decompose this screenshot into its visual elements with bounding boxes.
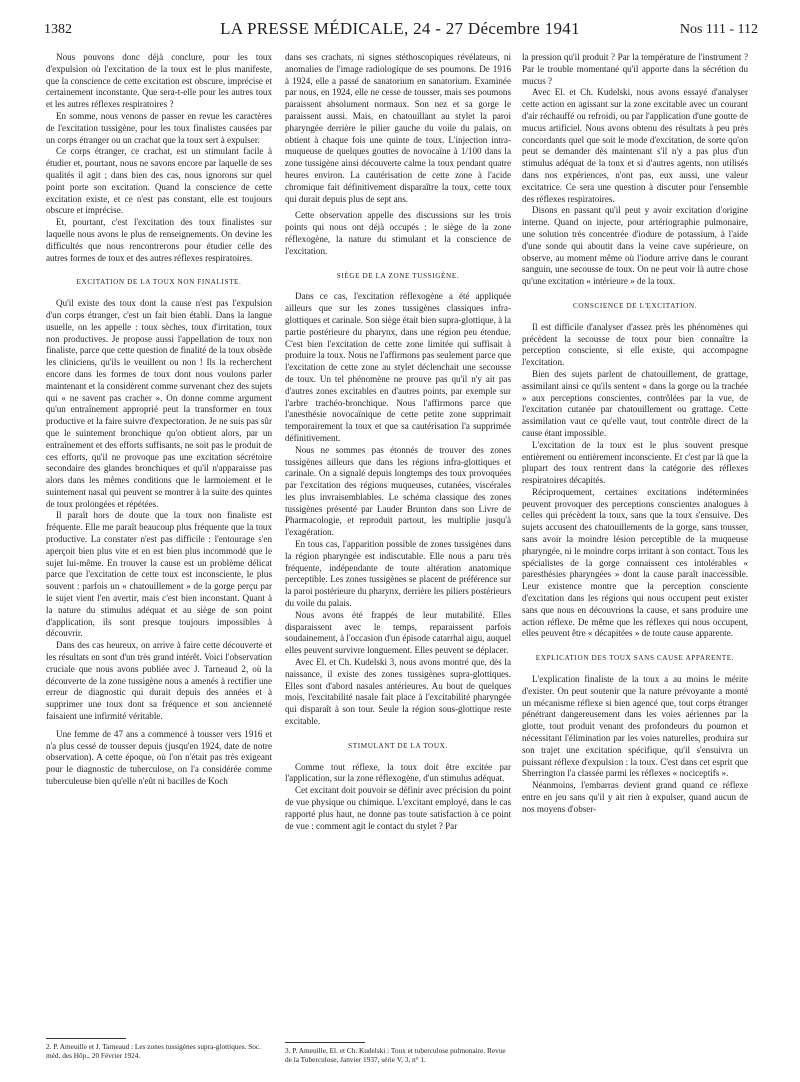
- paragraph: Et, pourtant, c'est l'excitation des toux finalistes sur laquelle nous avons le plus de renseignements. On devine les difficultés que nous rencontrerons pour étudier celle des autres formes de toux et des autres réflexes respiratoires.: [46, 217, 272, 263]
- paragraph: L'explication finaliste de la toux a au moins le mérite d'exister. On peut soutenir que la nature prévoyante a monté un mécanisme réflexe si bien agencé que, tout corps étranger pénétrant dangereusement dans les voies aériennes par la glotte, tout produit venant des profondeurs du poumon et nécessitant l'élimination par les voies naturelles, produira sur son trajet une excitation spécifique, qu'il s'ensuivra un puissant réflexe d'expulsion : la toux. C'est dans cet esprit que Sherrington l'a classée parmi les réflexes « nociceptifs ».: [522, 674, 748, 779]
- footnote-3: [285, 1042, 511, 1064]
- paragraph: Comme tout réflexe, la toux doit être excitée par l'application, sur la zone réflexogène, d'un stimulus adéquat.: [285, 761, 511, 784]
- paragraph: En somme, nous venons de passer en revue les caractères de l'excitation tussigène, pour les toux finalistes causées par un corps étranger ou un crachat que la toux sert à expulser.: [46, 110, 272, 145]
- section-heading: STIMULANT DE LA TOUX.: [348, 741, 448, 750]
- paragraph: L'excitation de la toux est le plus souvent presque entièrement ou entièrement inconsciente. Et c'est par là que la plupart des toux rentrent dans la catégorie des réflexes respiratoires décapités.: [522, 439, 748, 486]
- footnote-1: [46, 1038, 272, 1060]
- paragraph: Nous avons été frappés de leur mutabilité. Elles disparaissent avec le temps, reparaissent parfois soudainement, à l'occasion d'un épisode catarrhal aigu, auquel elles peuvent survivre longuement. Elles peuvent se déplacer.: [285, 609, 511, 656]
- paragraph: Une femme de 47 ans a commencé à tousser vers 1916 et n'a plus cessé de tousser depuis (jusqu'en 1924, date de notre observation). A cette époque, où l'on n'était pas très exigeant pour le diagnostic de tuberculose, on l'a considérée comme tuberculeuse bien qu'elle n'eût ni bacilles de Koch: [46, 728, 272, 787]
- paragraph: Réciproquement, certaines excitations indéterminées peuvent provoquer des perceptions conscientes analogues à celles qui précèdent la toux, sans que la toux s'ensuive. Des sujets accusent des chatouillements de la gorge, sans tousser, sans avoir la moindre lésion perceptible de la muqueuse pharyngée, ni le moindre corps irritant à son contact. Tous les spécialistes de la gorge connaissent ces intolérables « paresthésies pharyngées » dont la cause paraît inaccessible. Leur existence montre que la perception consciente d'excitation dans les régions qui nous occupent peut exister sans que nous en découvrions la cause, et sans produire une action réflexe. De même que les réflexes qui nous occupent, elles peuvent être « décapitées » de toute cause apparente.: [522, 486, 748, 639]
- section-heading: CONSCIENCE DE L'EXCITATION.: [572, 301, 698, 310]
- column-1: [46, 52, 272, 788]
- paragraph: En tous cas, l'apparition possible de zones tussigènes dans la région pharyngée est indiscutable. Elle nous a paru très fréquente, indépendante de toute altération anatomique perceptible. Les zones tussigènes se placent de préférence sur la paroi postérieure du pharynx, derrière les piliers postérieurs du voile du palais.: [285, 539, 511, 609]
- section-heading: EXCITATION DE LA TOUX NON FINALISTE.: [76, 278, 242, 287]
- paragraph: Disons en passant qu'il peut y avoir excitation d'origine interne. Quand on injecte, pour artériographie pulmonaire, une solution très concentrée d'iodure de potassium, à l'aide d'une sonde qui aboutit dans la veine cave supérieure, on observe, au moment même où l'iodure arrive dans le courant sanguin, une secousse de toux. On ne peut voir là autre chose qu'une excitation « intérieure » de la toux.: [522, 205, 748, 287]
- paragraph: Nous pouvons donc déjà conclure, pour les toux d'expulsion où l'excitation de la toux est le plus manifeste, que la conscience de cette excitation est obscure, imprécise et certainement inconstante. Que sera-t-elle pour les autres toux et les autres réflexes respiratoires ?: [46, 52, 272, 110]
- section-heading: EXPLICATION DES TOUX SANS CAUSE APPARENTE.: [535, 654, 735, 663]
- paragraph: Ce corps étranger, ce crachat, est un stimulant facile à étudier et, pourtant, nous ne savons encore par laquelle de ses qualités il agit ; dans bien des cas, nous ignorons sur quel point porte son excitation. Quand la conscience de cette excitation existe, et ce n'est pas constant, elle est toujours obscure et imprécise.: [46, 146, 272, 216]
- journal-title: LA PRESSE MÉDICALE, 24 - 27 Décembre 1941: [220, 19, 580, 38]
- paragraph: Avec El. et Ch. Kudelski, nous avons essayé d'analyser cette action en agissant sur la zone excitable avec un courant d'air réchauffé ou refroidi, ou par l'application d'une goutte de mucus artificiel. Nous avons obtenu des résultats à peu près concordants quel que soit le mode d'excitation, de sorte qu'on peut se demander dès maintenant s'il n'y a pas plus d'un stimulus adéquat de la toux et si d'autres agents, non utilisés dans nos expériences, n'ont pas, eux aussi, une valeur excitatrice. Ce sera une question à discuter pour l'ensemble des réflexes respiratoires.: [522, 87, 748, 204]
- paragraph: Il est difficile d'analyser d'assez près les phénomènes qui précèdent la secousse de toux pour bien connaître la perception consciente, si elle existe, qui accompagne l'excitation.: [522, 321, 748, 368]
- paragraph: Nous ne sommes pas étonnés de trouver des zones tussigènes ailleurs que dans les régions infra-glottiques et carinale. On a signalé depuis longtemps des toux provoquées par l'excitation des régions muqueuses, cutanées, viscérales les plus invraisemblables. Le schéma classique des zones tussigènes présenté par Lauder Brunton dans son Livre de Pharmacologie, et reproduit partout, les multiplie jusqu'à l'exagération.: [285, 444, 511, 538]
- paragraph: Cette observation appelle des discussions sur les trois points qui nous ont déjà occupés : le siège de la zone réflexogène, la nature du stimulant et la conscience de l'excitation.: [285, 210, 511, 256]
- column-3: [522, 52, 748, 816]
- paragraph: dans ses crachats, ni signes stéthoscopiques révélateurs, ni anomalies de l'image radiologique de ses poumons. De 1916 à 1924, elle a passé de sanatorium en sanatorium. Examinée par nous, en 1924, elle ne cesse de tousser, mais ses poumons paraissent absolument normaux. Son nez et sa gorge le paraissent aussi. Mais, en chatouillant au stylet la paroi pharyngée derrière le pilier gauche du voile du palais, on obtient à chaque fois une quinte de toux. L'injection intra-muqueuse de quelques gouttes de novocaïne à 1/100 dans la zone tussigène ainsi découverte calme la toux pendant quatre heures environ. La cautérisation de cette zone à l'acide chromique fait définitivement disparaître la toux, cette toux qui durait depuis plus de sept ans.: [285, 52, 511, 204]
- paragraph: Cet excitant doit pouvoir se définir avec précision du point de vue physique ou chimique. L'excitant employé, dans le cas rapporté plus haut, ne donne pas toute satisfaction à ce point de vue : comment agit le contact du stylet ? Par: [285, 785, 511, 831]
- paragraph: Néanmoins, l'embarras devient grand quand ce réflexe entre en jeu sans qu'il y ait rien à expulser, quand aucun de nos moyens d'obser-: [522, 780, 748, 814]
- page-number: 1382: [44, 22, 72, 37]
- paragraph: Avec El. et Ch. Kudelski 3, nous avons montré que, dès la naissance, il existe des zones tussigènes supra-glottiques. Elles sont d'abord nasales antérieures. Au bout de quelques mois, l'excitabilité nasale fait place à l'excitabilité pharyngée qui disparaît à son tour. Seule la région sous-glottique reste excitable.: [285, 657, 511, 727]
- footnote-text: 2. P. Ameuille et J. Tarneaud : Les zones tussigènes supra-glottiques. Soc. méd. des Hôp., 20 Février 1924.: [46, 1042, 261, 1061]
- issue-number: Nos 111 - 112: [679, 22, 758, 37]
- paragraph: Bien des sujets parlent de chatouillement, de grattage, assimilant ainsi ce qu'ils sentent « dans la gorge ou la trachée » aux perceptions conscientes, contrôlées par la vue, de l'excitation cutanée par chatouillement ou grattage. Cette assimilation vaut ce qu'elle vaut, tout contrôle direct de la cause étant impossible.: [522, 368, 748, 438]
- footnote-text: 3. P. Ameuille, El. et Ch. Kudelski : Toux et tuberculose pulmonaire. Revue de la Tuberculose, Janvier 1937, série V, 3, n° 1.: [285, 1046, 506, 1065]
- column-2: [285, 52, 511, 832]
- paragraph: Il paraît hors de doute que la toux non finaliste est fréquente. Elle me paraît beaucoup plus fréquente que la toux productive. La constater n'est pas difficile : l'entourage s'en aperçoit bien plus vite et en est bien plus incommodé que le sujet lui-même. En trouver la cause est un problème délicat parce que l'excitation de cette toux est inconsciente, le plus souvent : parfois un « chatouillement » de la gorge perçu par le sujet vient l'en avertir, mais c'est bien inconstant. Quant à la nature du stimulus adéquat et au siège de son point d'application, ils sont presque toujours impossibles à découvrir.: [46, 510, 272, 639]
- paragraph: Dans des cas heureux, on arrive à faire cette découverte et les résultats en sont d'un très grand intérêt. Voici l'observation cruciale que nous avons publiée avec J. Tarneaud 2, où la découverte de la zone tussigène nous a amenés à rectifier une erreur de diagnostic qui durait depuis des années et à supprimer une toux dont sa fréquence et son ancienneté faisaient une infirmité véritable.: [46, 640, 272, 722]
- paragraph: Dans ce cas, l'excitation réflexogène a été appliquée ailleurs que sur les zones tussigènes classiques infra-glottiques et carinale. Son siège était bien supra-glottique, à la partie postérieure du pharynx, dans une région peu étendue. C'est bien l'excitation de cette zone limitée qui suffisait à produire la toux. Nous ne l'affirmons pas seulement parce que l'excitation de cette zone au stylet déclenchait une secousse de toux. Un tel phénomène ne prouve pas qu'il n'y ait pas d'autres zones excitables en d'autres points, par exemple sur l'arbre trachéo-bronchique. Nous l'affirmons parce que l'anesthésie novocaïnique de cette petite zone supprimait temporairement la toux et que sa cautérisation l'a supprimée définitivement.: [285, 291, 512, 443]
- paragraph: Qu'il existe des toux dont la cause n'est pas l'expulsion d'un corps étranger, c'est un fait bien établi. Dans la langue usuelle, on les appelle : toux sèches, toux d'irritation, toux non productives. Je propose aussi l'appellation de toux non finaliste, parce que cette question de finalité de la toux obsède les cliniciens, qu'ils le veuillent ou non ! Ils la recherchent encore dans les formes de toux dont nous voulons parler maintenant et la considèrent comme survenant chez des sujets qui « ne savent pas cracher ». On donne comme argument qu'un entraînement approprié peut la transformer en toux productive et la faire suivre d'expectoration. Je ne suis pas sûr que le suintement bronchique qu'on obtient alors, par un entraînement et des efforts suffisants, ne soit pas le produit de ces efforts, qu'il ne provoque pas une excitation sécrétoire secondaire des glandes bronchiques et qu'il n'apparaisse pas alors dans les mêmes conditions que le larmoiement et le suintement nasal qui peuvent se montrer à la suite des quintes de toux prolongées et répétées.: [46, 298, 272, 509]
- footnote-rule: [46, 1038, 126, 1039]
- page-header: [0, 0, 800, 40]
- footnote-rule: [285, 1042, 365, 1043]
- paragraph: la pression qu'il produit ? Par la température de l'instrument ? Par le trouble momentané qu'il apporte dans la sécrétion du mucus ?: [522, 52, 748, 86]
- section-heading: SIÈGE DE LA ZONE TUSSIGÈNE.: [336, 271, 460, 280]
